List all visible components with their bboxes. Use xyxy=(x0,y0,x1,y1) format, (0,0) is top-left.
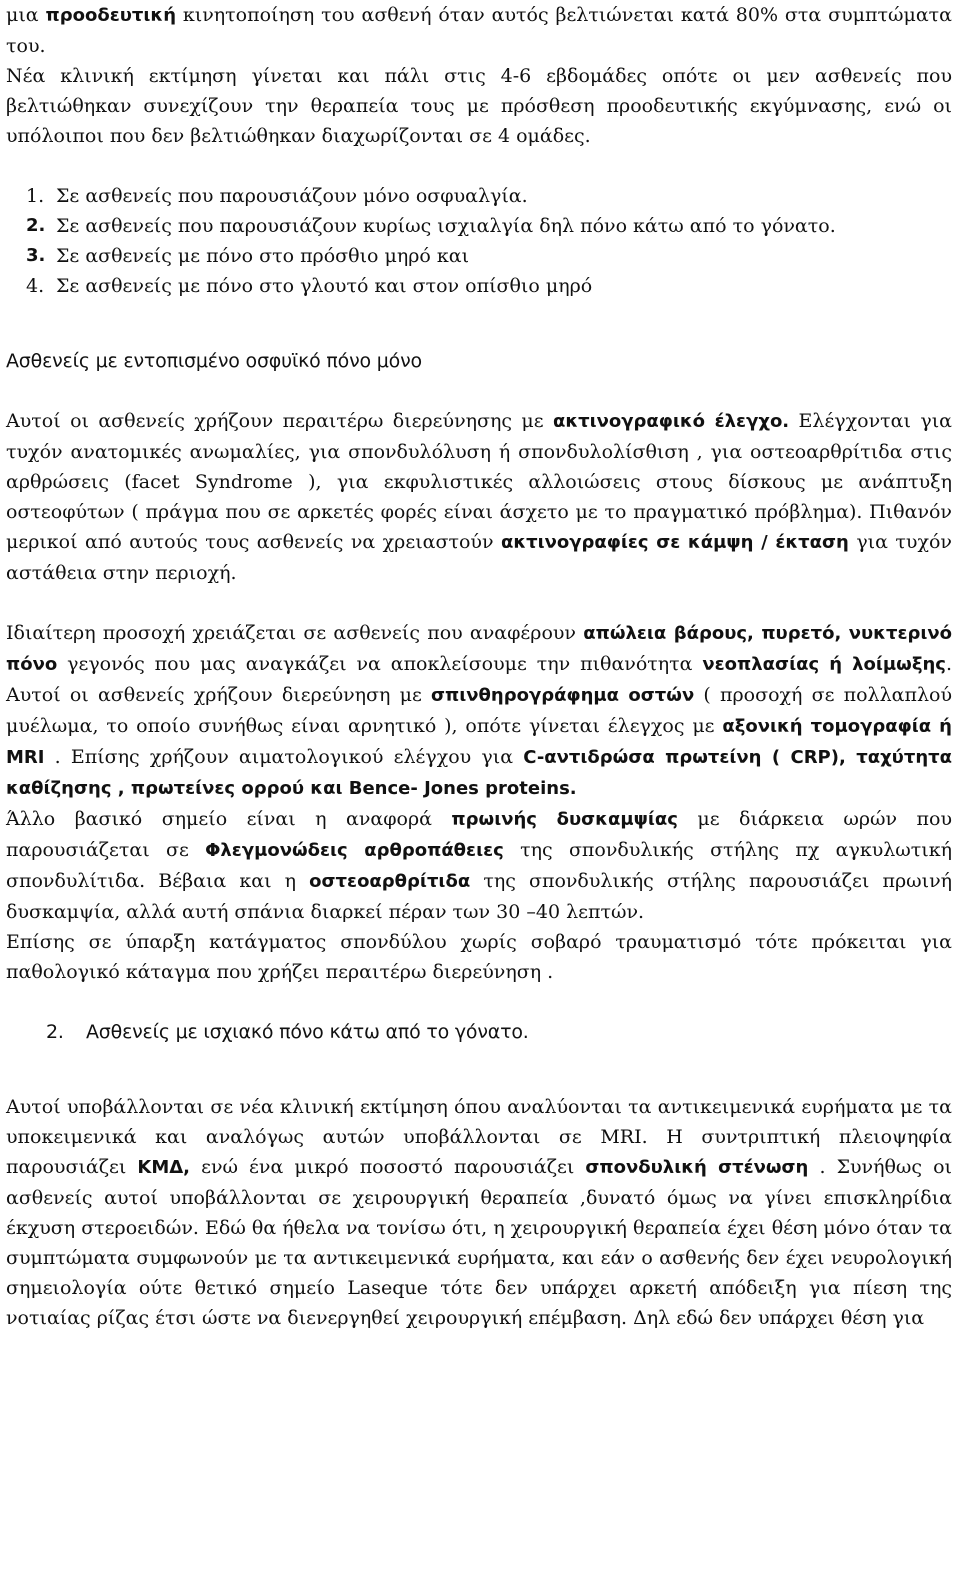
bold-progressive: προοδευτική xyxy=(45,5,177,26)
patient-groups-list xyxy=(6,181,952,301)
bold-inflammatory-arthropathies: Φλεγμονώδεις αρθροπάθειες xyxy=(205,840,504,861)
paragraph-sciatica-management: Αυτοί υποβάλλονται σε νέα κλινική εκτίμηση όπου αναλύονται τα αντικειμενικά ευρήματα με τα υποκειμενικά και αναλόγως αυτών υποβάλλονται σε MRI. Η συντριπτική πλειοψηφία παρουσιάζει ΚΜΔ, ενώ ένα μικρό ποσοστό παρουσιάζει σπονδυλική στένωση . Συνήθως οι ασθενείς αυτοί υποβάλλονται σε χειρουργική θεραπεία ,δυνατό όμως να γίνει επισκληρίδια έκχυση στεροειδών. Εδώ θα ήθελα να τονίσω ότι, η χειρουργική θεραπεία έχει θέση μόνο όταν τα συμπτώματα συμφωνούν με τα αντικειμενικά ευρήματα, και εάν ο ασθενής δεν έχει νευρολογική σημειολογία ούτε θετικό σημείο Laseque τότε δεν υπάρχει αρκετή απόδειξη για πίεση της νοτιαίας ρίζας έτσι ώστε να διενεργηθεί χειρουργική επέμβαση. Δηλ εδώ δεν υπάρχει θέση για xyxy=(6,1096,953,1329)
bold-flexion-extension-xray: ακτινογραφίες σε κάμψη / έκταση xyxy=(500,532,849,553)
bold-radiographic-check: ακτινογραφικό έλεγχο. xyxy=(552,411,790,432)
section-heading-sciatic-pain: 2. Ασθενείς με ισχιακό πόνο κάτω από το γόνατο. xyxy=(46,1021,529,1043)
section-heading-localized-low-back-pain: Ασθενείς με εντοπισμένο οσφυϊκό πόνο μόνο xyxy=(6,350,422,372)
bold-ct-mri: αξονική τομογραφία ή MRI xyxy=(6,716,952,768)
bold-morning-stiffness: πρωινής δυσκαμψίας xyxy=(451,809,678,830)
paragraph-morning-stiffness: Άλλο βασικό σημείο είναι η αναφορά πρωινής δυσκαμψίας με διάρκεια ωρών που παρουσιάζεται σε Φλεγμονώδεις αρθροπάθειες της σπονδυλικής στήλης πχ αγκυλωτική σπονδυλίτιδα. Βέβαια και η οστεοαρθρίτιδα της σπονδυλικής στήλης παρουσιάζει πρωινή δυσκαμψία, αλλά αυτή σπάνια διαρκεί πέραν των 30 –40 λεπτών. xyxy=(6,808,953,923)
list-item: 4. Σε ασθενείς με πόνο στο γλουτό και στον οπίσθιο μηρό xyxy=(26,275,593,297)
bold-bone-scan: σπινθηρογράφημα οστών xyxy=(431,685,695,706)
bold-spinal-stenosis: σπονδυλική στένωση xyxy=(585,1157,809,1178)
document-page xyxy=(6,0,952,1333)
paragraph-red-flags: Ιδιαίτερη προσοχή χρειάζεται σε ασθενείς που αναφέρουν απώλεια βάρους, πυρετό, νυκτερινό πόνο γεγονός που μας αναγκάζει να αποκλείσουμε την πιθανότητα νεοπλασίας ή λοίμωξης. Αυτοί οι ασθενείς χρήζουν διερεύνηση με σπινθηρογράφημα οστών ( προσοχή σε πολλαπλού μυέλωμα, το οποίο συνήθως είναι αρνητικό ), οπότε γίνεται έλεγχος με αξονική τομογραφία ή MRI . Επίσης χρήζουν αιματολογικού ελέγχου για C-αντιδρώσα πρωτείνη ( CRP), ταχύτητα καθίζησης , πρωτείνες ορρού και Bence- Jones proteins. xyxy=(6,622,952,799)
list-item: 1. Σε ασθενείς που παρουσιάζουν μόνο οσφυαλγία. xyxy=(26,185,528,207)
list-item: 2. Σε ασθενείς που παρουσιάζουν κυρίως ισχιαλγία δηλ πόνο κάτω από το γόνατο. xyxy=(26,215,836,237)
paragraph-vertebral-fracture: Επίσης σε ύπαρξη κατάγματος σπονδύλου χωρίς σοβαρό τραυματισμό τότε πρόκειται για παθολογικό κάταγμα που χρήζει περαιτέρω διερεύνηση . xyxy=(6,931,952,983)
bold-neoplasia-infection: νεοπλασίας ή λοίμωξης xyxy=(702,654,946,675)
bold-blood-tests: C-αντιδρώσα πρωτείνη ( CRP), ταχύτητα καθίζησης , πρωτείνες ορρού και Bence- Jones proteins. xyxy=(6,747,952,799)
bold-red-flag-symptoms: απώλεια βάρους, πυρετό, νυκτερινό πόνο xyxy=(6,623,952,675)
bold-disc-herniation: ΚΜΔ, xyxy=(137,1157,191,1178)
bold-osteoarthritis: οστεοαρθρίτιδα xyxy=(309,871,471,892)
list-item: 3. Σε ασθενείς με πόνο στο πρόσθιο μηρό και xyxy=(26,245,470,267)
paragraph-reassessment: Νέα κλινική εκτίμηση γίνεται και πάλι στις 4-6 εβδομάδες οπότε οι μεν ασθενείς που βελτιώθηκαν συνεχίζουν την θεραπεία τους με πρόσθεση προοδευτικής εκγύμνασης, ενώ οι υπόλοιποι που δεν βελτιώθηκαν διαχωρίζονται σε 4 ομάδες. xyxy=(6,65,952,147)
paragraph-progressive-mobilization: μια προοδευτική κινητοποίηση του ασθενή όταν αυτός βελτιώνεται κατά 80% στα συμπτώματα του. xyxy=(6,4,952,57)
paragraph-radiographic-evaluation: Αυτοί οι ασθενείς χρήζουν περαιτέρω διερεύνησης με ακτινογραφικό έλεγχο. Ελέγχονται για τυχόν ανατομικές ανωμαλίες, για σπονδυλόλυση ή σπονδυλολίσθιση , για οστεοαρθρίτιδα στις αρθρώσεις (facet Syndrome ), για εκφυλιστικές αλλοιώσεις στους δίσκους με ανάπτυξη οστεοφύτων ( πράγμα που σε αρκετές φορές είναι άσχετο με το πραγματικό πρόβλημα). Πιθανόν μερικοί από αυτούς τους ασθενείς να χρειαστούν ακτινογραφίες σε κάμψη / έκταση για τυχόν αστάθεια στην περιοχή. xyxy=(6,410,952,584)
